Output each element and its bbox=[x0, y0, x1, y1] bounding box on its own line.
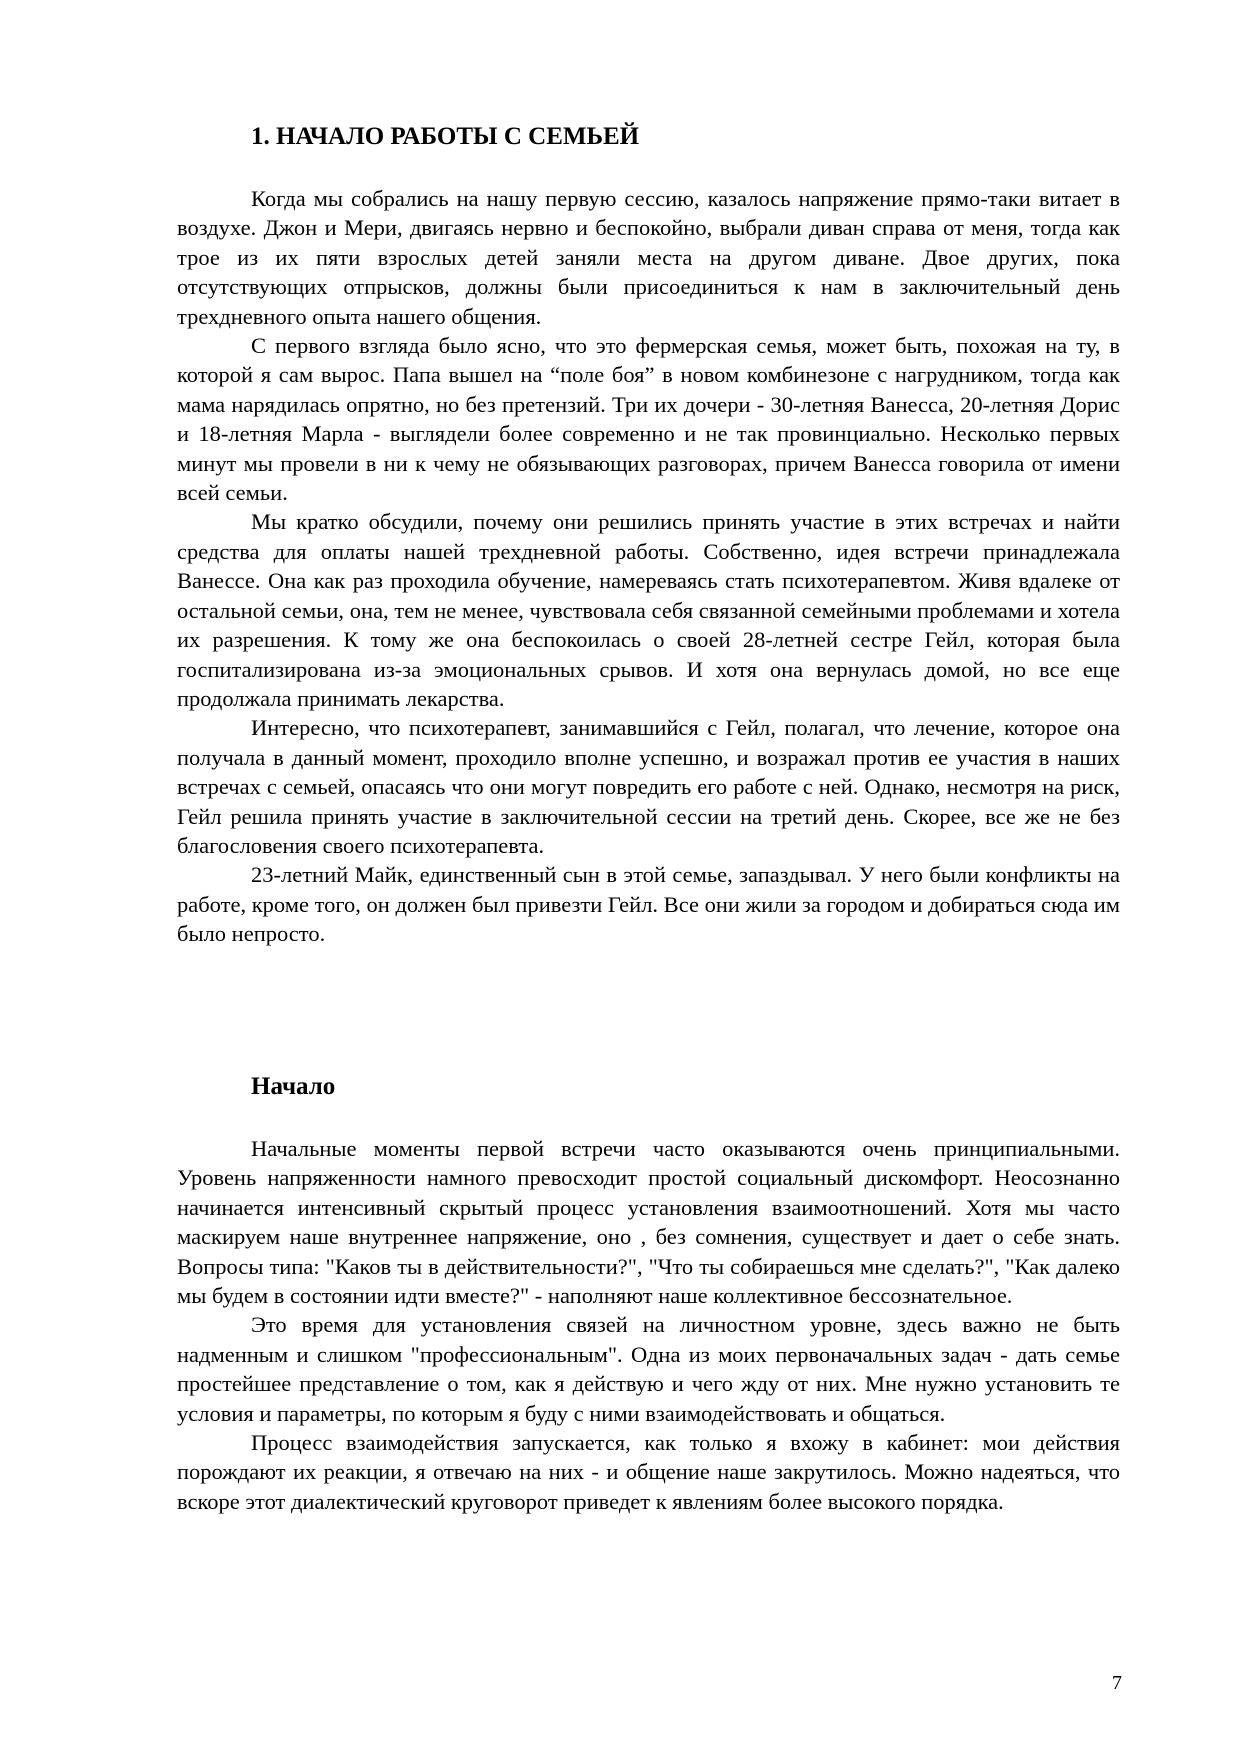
paragraph: Когда мы собрались на нашу первую сессию, казалось напряжение прямо-таки витает в воздухе. Джон и Мери, двигаясь нервно и беспокойно, выбрали диван справа от меня, тогда как трое из их пяти взрослых детей заняли места на другом диване. Двое других, пока отсутствующих отпрысков, должны были присоединиться к нам в заключительный день трехдневного опыта нашего общения. bbox=[177, 186, 1120, 329]
paragraph: Это время для установления связей на личностном уровне, здесь важно не быть надменным и слишком "профессиональным". Одна из моих первоначальных задач - дать семье простейшее представление о том, как я действую и чего жду от них. Мне нужно установить те условия и параметры, по которым я буду с ними взаимодействовать и общаться. bbox=[177, 1312, 1120, 1426]
paragraph: Мы кратко обсудили, почему они решились принять участие в этих встречах и найти средства для оплаты нашей трехдневной работы. Собственно, идея встречи принадлежала Ванессе. Она как раз проходила обучение, намереваясь стать психотерапевтом. Живя вдалеке от остальной семьи, она, тем не менее, чувствовала себя связанной семейными проблемами и хотела их разрешения. К тому же она беспокоилась о своей 28-летней сестре Гейл, которая была госпитализирована из-за эмоциональных срывов. И хотя она вернулась домой, но все еще продолжала принимать лекарства. bbox=[177, 509, 1120, 711]
paragraph: Процесс взаимодействия запускается, как только я вхожу в кабинет: мои действия порождают их реакции, я отвечаю на них - и общение наше закрутилось. Можно надеяться, что вскоре этот диалектический круговорот приведет к явлениям более высокого порядка. bbox=[177, 1430, 1120, 1514]
paragraph: Интересно, что психотерапевт, занимавшийся с Гейл, полагал, что лечение, которое она получала в данный момент, проходило вполне успешно, и возражал против ее участия в наших встречах с семьей, опасаясь что они могут повредить его работе с ней. Однако, несмотря на риск, Гейл решила принять участие в заключительной сессии на третий день. Скорее, все же не без благословения своего психотерапевта. bbox=[177, 715, 1120, 858]
section-heading-2: Начало bbox=[251, 1073, 336, 1100]
page-number: 7 bbox=[1112, 1672, 1122, 1694]
paragraph: С первого взгляда было ясно, что это фермерская семья, может быть, похожая на ту, в которой я сам вырос. Папа вышел на “поле боя” в новом комбинезоне с нагрудником, тогда как мама нарядилась опрятно, но без претензий. Три их дочери - 30-летняя Ванесса, 20-летняя Дорис и 18-летняя Марла - выглядели более современно и не так провинциально. Несколько первых минут мы провели в ни к чему не обязывающих разговорах, причем Ванесса говорила от имени всей семьи. bbox=[177, 333, 1120, 506]
paragraph: 23-летний Майк, единственный сын в этой семье, запаздывал. У него были конфликты на работе, кроме того, он должен был привезти Гейл. Все они жили за городом и добираться сюда им было непросто. bbox=[177, 862, 1120, 947]
paragraph: Начальные моменты первой встречи часто оказываются очень принципиальными. Уровень напряженности намного превосходит простой социальный дискомфорт. Неосознанно начинается интенсивный скрытый процесс установления взаимоотношений. Хотя мы часто маскируем наше внутреннее напряжение, оно , без сомнения, существует и дает о себе знать. Вопросы типа: "Каков ты в действительности?", "Что ты собираешься мне сделать?", "Как далеко мы будем в состоянии идти вместе?" - наполняют наше коллективное бессознательное. bbox=[177, 1136, 1120, 1309]
section-2-body bbox=[177, 1134, 1120, 1516]
section-heading-1: 1. НАЧАЛО РАБОТЫ С СЕМЬЕЙ bbox=[251, 123, 640, 150]
section-1-body bbox=[177, 184, 1120, 949]
